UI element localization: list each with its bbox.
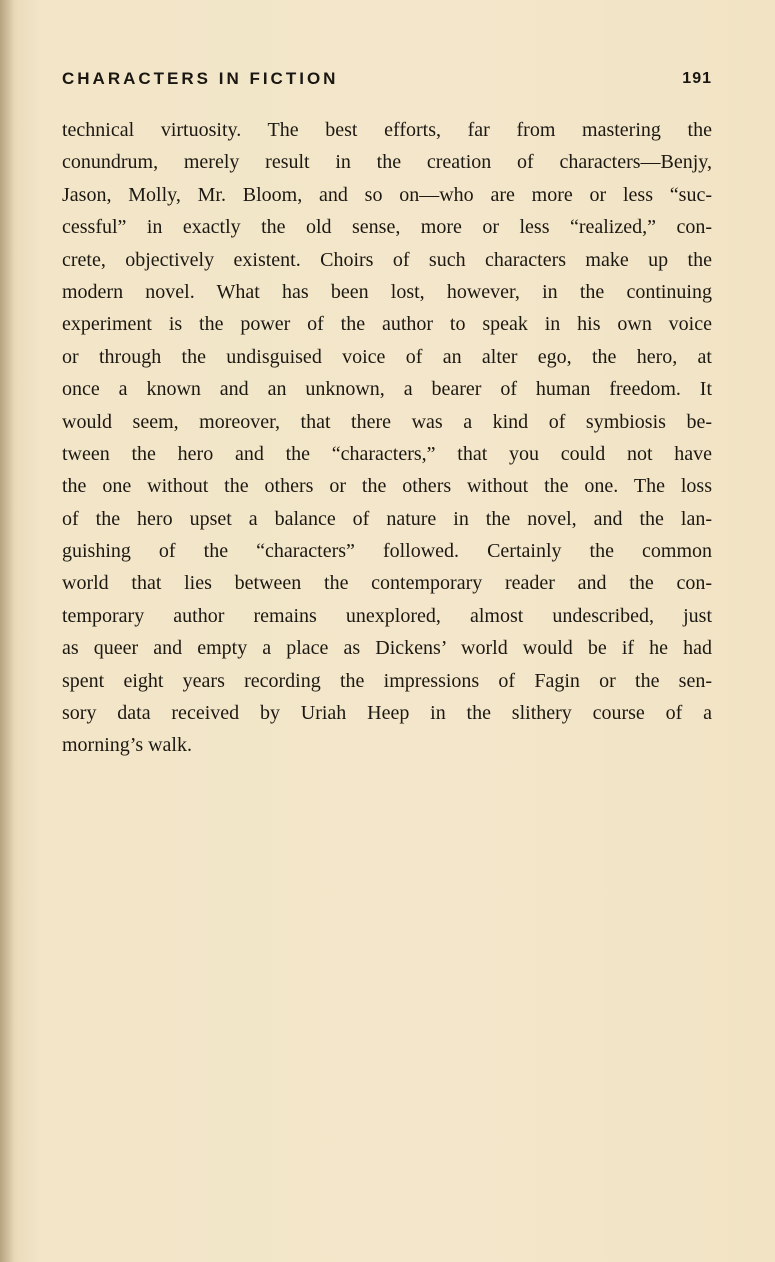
page-number: 191 [682, 70, 712, 87]
text-line: crete, objectively existent. Choirs of such characters make up the [62, 248, 712, 271]
running-title: CHARACTERS IN FICTION [62, 69, 339, 88]
text-line: temporary author remains unexplored, almost undescribed, just [62, 604, 712, 627]
text-line: technical virtuosity. The best efforts, far from mastering the [62, 119, 712, 141]
text-line: once a known and an unknown, a bearer of human freedom. It [62, 378, 712, 401]
text-line: the one without the others or the others without the one. The loss [62, 475, 712, 498]
text-line: experiment is the power of the author to speak in his own voice [62, 313, 712, 336]
text-line: as queer and empty a place as Dickens’ world would be if he had [62, 637, 712, 660]
text-line: world that lies between the contemporary reader and the con- [62, 572, 712, 595]
running-head [62, 66, 712, 92]
text-line: spent eight years recording the impressions of Fagin or the sen- [62, 669, 712, 692]
text-line: Jason, Molly, Mr. Bloom, and so on—who are more or less “suc- [62, 183, 712, 206]
text-line: of the hero upset a balance of nature in the novel, and the lan- [62, 507, 712, 530]
text-line: modern novel. What has been lost, however, in the continuing [62, 280, 712, 303]
text-line: conundrum, merely result in the creation of characters—Benjy, [62, 151, 712, 174]
text-line: or through the undisguised voice of an alter ego, the hero, at [62, 345, 712, 368]
spine-shadow [0, 0, 14, 1262]
text-line: morning’s walk. [62, 734, 192, 757]
text-line: sory data received by Uriah Heep in the slithery course of a [62, 702, 712, 725]
body-paragraph [62, 114, 712, 762]
text-line: tween the hero and the “characters,” that you could not have [62, 442, 712, 465]
text-line: would seem, moreover, that there was a kind of symbiosis be- [62, 410, 712, 433]
text-line: guishing of the “characters” followed. Certainly the common [62, 540, 712, 563]
text-line: cessful” in exactly the old sense, more or less “realized,” con- [62, 216, 712, 239]
